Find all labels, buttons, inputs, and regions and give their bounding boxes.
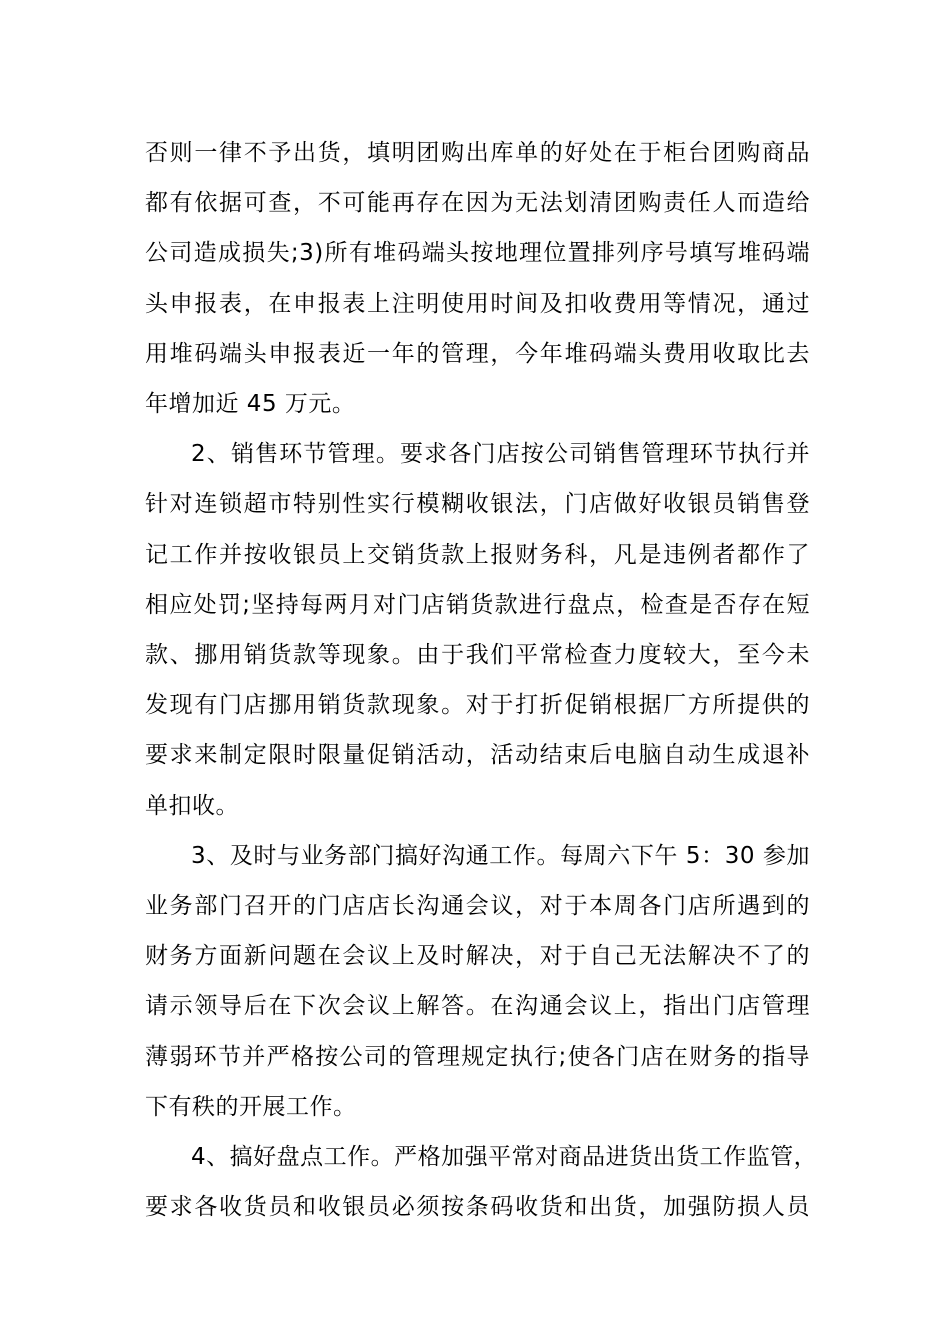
text-line: 财务方面新问题在会议上及时解决，对于自己无法解决不了的: [145, 943, 810, 970]
text-line: 年增加近 45 万元。: [145, 391, 356, 418]
text-line: 薄弱环节并严格按公司的管理规定执行;使各门店在财务的指导: [145, 1043, 810, 1070]
paragraph-4: [145, 1132, 818, 1232]
text-line: 发现有门店挪用销货款现象。对于打折促销根据厂方所提供的: [145, 692, 810, 719]
paragraph-3: [145, 831, 810, 1132]
paragraph-1: [145, 128, 810, 429]
paragraph-2: [145, 429, 810, 831]
text-line: 公司造成损失;3)所有堆码端头按地理位置排列序号填写堆码端: [145, 240, 810, 267]
text-line: 请示领导后在下次会议上解答。在沟通会议上，指出门店管理: [145, 993, 810, 1020]
text-line: 要求各收货员和收银员必须按条码收货和出货，加强防损人员: [145, 1194, 810, 1221]
text-line: 否则一律不予出货，填明团购出库单的好处在于柜台团购商品: [145, 140, 810, 166]
text-line: 4、搞好盘点工作。严格加强平常对商品进货出货工作监管，: [191, 1144, 818, 1171]
text-line: 都有依据可查，不可能再存在因为无法划清团购责任人而造给: [145, 190, 810, 217]
text-line: 下有秩的开展工作。: [145, 1093, 357, 1120]
text-line: 3、及时与业务部门搞好沟通工作。每周六下午 5：30 参加: [191, 842, 810, 869]
text-line: 用堆码端头申报表近一年的管理，今年堆码端头费用收取比去: [145, 340, 810, 367]
text-line: 单扣收。: [145, 792, 239, 819]
text-line: 头申报表，在申报表上注明使用时间及扣收费用等情况，通过: [145, 290, 810, 317]
text-line: 款、挪用销货款等现象。由于我们平常检查力度较大，至今未: [145, 642, 810, 669]
text-line: 要求来制定限时限量促销活动，活动结束后电脑自动生成退补: [145, 742, 810, 769]
text-line: 针对连锁超市特别性实行模糊收银法，门店做好收银员销售登: [145, 491, 810, 518]
text-line: 相应处罚;坚持每两月对门店销货款进行盘点，检查是否存在短: [145, 591, 810, 618]
body-text: [145, 128, 818, 1232]
text-line: 记工作并按收银员上交销货款上报财务科，凡是违例者都作了: [145, 541, 810, 568]
text-line: 业务部门召开的门店店长沟通会议，对于本周各门店所遇到的: [145, 893, 810, 920]
text-line: 2、销售环节管理。要求各门店按公司销售管理环节执行并: [191, 441, 810, 468]
